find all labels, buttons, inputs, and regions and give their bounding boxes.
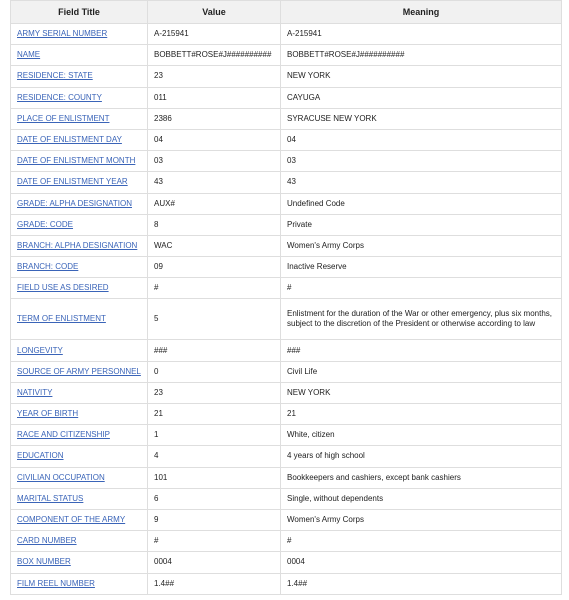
field-title-cell — [11, 382, 148, 403]
field-title-link[interactable]: FILM REEL NUMBER — [17, 578, 95, 588]
field-title-link[interactable]: EDUCATION — [17, 451, 64, 461]
field-title-link[interactable]: YEAR OF BIRTH — [17, 409, 79, 419]
table-row — [11, 214, 562, 235]
field-title-cell — [11, 45, 148, 66]
meaning-cell: BOBBETT#ROSE#J########## — [281, 45, 562, 66]
value-cell: AUX# — [148, 193, 281, 214]
header-value: Value — [148, 1, 281, 24]
field-title-cell — [11, 446, 148, 467]
field-title-link[interactable]: LONGEVITY — [17, 345, 63, 355]
value-cell: 9 — [148, 509, 281, 530]
field-title-link[interactable]: DATE OF ENLISTMENT MONTH — [17, 156, 136, 166]
field-title-link[interactable]: GRADE: ALPHA DESIGNATION — [17, 198, 132, 208]
value-cell: 4 — [148, 446, 281, 467]
value-cell: 21 — [148, 404, 281, 425]
field-title-link[interactable]: DATE OF ENLISTMENT YEAR — [17, 177, 128, 187]
field-title-cell — [11, 404, 148, 425]
meaning-cell: 04 — [281, 129, 562, 150]
field-title-link[interactable]: COMPONENT OF THE ARMY — [17, 515, 126, 525]
table-row — [11, 129, 562, 150]
value-cell: WAC — [148, 235, 281, 256]
value-cell: 8 — [148, 214, 281, 235]
meaning-cell: Enlistment for the duration of the War or other emergency, plus six months, subject to the discretion of the President or otherwise according to law — [281, 299, 562, 340]
table-row — [11, 299, 562, 340]
meaning-cell: Private — [281, 214, 562, 235]
field-title-link[interactable]: NATIVITY — [17, 387, 53, 397]
value-cell: 011 — [148, 87, 281, 108]
field-title-link[interactable]: MARITAL STATUS — [17, 493, 84, 503]
value-cell: 43 — [148, 172, 281, 193]
value-cell: A-215941 — [148, 24, 281, 45]
field-title-link[interactable]: RACE AND CITIZENSHIP — [17, 430, 110, 440]
field-title-link[interactable]: BRANCH: ALPHA DESIGNATION — [17, 240, 138, 250]
field-title-cell — [11, 552, 148, 573]
field-title-cell — [11, 151, 148, 172]
meaning-cell: Bookkeepers and cashiers, except bank cashiers — [281, 467, 562, 488]
table-row — [11, 87, 562, 108]
value-cell: 23 — [148, 66, 281, 87]
field-title-link[interactable]: TERM OF ENLISTMENT — [17, 314, 106, 324]
table-row — [11, 235, 562, 256]
field-title-link[interactable]: GRADE: CODE — [17, 219, 74, 229]
field-title-cell — [11, 278, 148, 299]
table-row — [11, 66, 562, 87]
field-title-cell — [11, 214, 148, 235]
table-row — [11, 257, 562, 278]
field-title-cell — [11, 129, 148, 150]
field-title-cell — [11, 531, 148, 552]
table-row — [11, 552, 562, 573]
value-cell: 0 — [148, 361, 281, 382]
table-row — [11, 404, 562, 425]
field-title-link[interactable]: CARD NUMBER — [17, 536, 77, 546]
table-row — [11, 488, 562, 509]
field-title-link[interactable]: BOX NUMBER — [17, 557, 71, 567]
field-title-link[interactable]: NAME — [17, 50, 41, 60]
header-meaning: Meaning — [281, 1, 562, 24]
table-row — [11, 45, 562, 66]
meaning-cell: 0004 — [281, 552, 562, 573]
value-cell: 04 — [148, 129, 281, 150]
field-title-link[interactable]: RESIDENCE: STATE — [17, 71, 93, 81]
value-cell: # — [148, 278, 281, 299]
field-title-cell — [11, 257, 148, 278]
field-title-cell — [11, 299, 148, 340]
value-cell: ### — [148, 340, 281, 361]
meaning-cell: 4 years of high school — [281, 446, 562, 467]
field-title-cell — [11, 361, 148, 382]
field-title-cell — [11, 87, 148, 108]
table-row — [11, 382, 562, 403]
value-cell: 5 — [148, 299, 281, 340]
meaning-cell: NEW YORK — [281, 66, 562, 87]
meaning-cell: 21 — [281, 404, 562, 425]
value-cell: 0004 — [148, 552, 281, 573]
field-title-cell — [11, 235, 148, 256]
field-title-link[interactable]: ARMY SERIAL NUMBER — [17, 29, 108, 39]
table-row — [11, 573, 562, 594]
record-table-container — [10, 0, 561, 595]
meaning-cell: Undefined Code — [281, 193, 562, 214]
meaning-cell: 1.4## — [281, 573, 562, 594]
meaning-cell: Women's Army Corps — [281, 235, 562, 256]
value-cell: 23 — [148, 382, 281, 403]
field-title-cell — [11, 425, 148, 446]
table-body — [11, 24, 562, 595]
meaning-cell: # — [281, 278, 562, 299]
field-title-cell — [11, 24, 148, 45]
value-cell: 1 — [148, 425, 281, 446]
table-row — [11, 425, 562, 446]
value-cell: 6 — [148, 488, 281, 509]
value-cell: 2386 — [148, 108, 281, 129]
meaning-cell: CAYUGA — [281, 87, 562, 108]
meaning-cell: ### — [281, 340, 562, 361]
field-title-link[interactable]: SOURCE OF ARMY PERSONNEL — [17, 366, 141, 376]
value-cell: 09 — [148, 257, 281, 278]
header-field-title: Field Title — [11, 1, 148, 24]
table-row — [11, 446, 562, 467]
field-title-cell — [11, 193, 148, 214]
meaning-cell: White, citizen — [281, 425, 562, 446]
field-title-link[interactable]: CIVILIAN OCCUPATION — [17, 472, 105, 482]
field-title-link[interactable]: DATE OF ENLISTMENT DAY — [17, 135, 122, 145]
meaning-cell: NEW YORK — [281, 382, 562, 403]
table-row — [11, 340, 562, 361]
value-cell: BOBBETT#ROSE#J########## — [148, 45, 281, 66]
meaning-cell: Women's Army Corps — [281, 509, 562, 530]
meaning-cell: 43 — [281, 172, 562, 193]
header-row — [11, 1, 562, 24]
field-title-cell — [11, 573, 148, 594]
table-row — [11, 172, 562, 193]
value-cell: 03 — [148, 151, 281, 172]
meaning-cell: Civil Life — [281, 361, 562, 382]
field-title-cell — [11, 172, 148, 193]
table-row — [11, 467, 562, 488]
field-title-cell — [11, 340, 148, 361]
table-row — [11, 24, 562, 45]
table-row — [11, 531, 562, 552]
record-table — [10, 0, 562, 595]
value-cell: 1.4## — [148, 573, 281, 594]
value-cell: # — [148, 531, 281, 552]
field-title-cell — [11, 108, 148, 129]
table-row — [11, 278, 562, 299]
meaning-cell: A-215941 — [281, 24, 562, 45]
field-title-cell — [11, 509, 148, 530]
meaning-cell: # — [281, 531, 562, 552]
table-row — [11, 509, 562, 530]
meaning-cell: 03 — [281, 151, 562, 172]
table-row — [11, 361, 562, 382]
field-title-link[interactable]: FIELD USE AS DESIRED — [17, 283, 109, 293]
meaning-cell: Inactive Reserve — [281, 257, 562, 278]
field-title-link[interactable]: BRANCH: CODE — [17, 262, 79, 272]
value-cell: 101 — [148, 467, 281, 488]
table-row — [11, 151, 562, 172]
field-title-link[interactable]: RESIDENCE: COUNTY — [17, 92, 102, 102]
field-title-link[interactable]: PLACE OF ENLISTMENT — [17, 113, 110, 123]
meaning-cell: SYRACUSE NEW YORK — [281, 108, 562, 129]
table-row — [11, 193, 562, 214]
field-title-cell — [11, 467, 148, 488]
meaning-cell: Single, without dependents — [281, 488, 562, 509]
field-title-cell — [11, 66, 148, 87]
field-title-cell — [11, 488, 148, 509]
table-row — [11, 108, 562, 129]
